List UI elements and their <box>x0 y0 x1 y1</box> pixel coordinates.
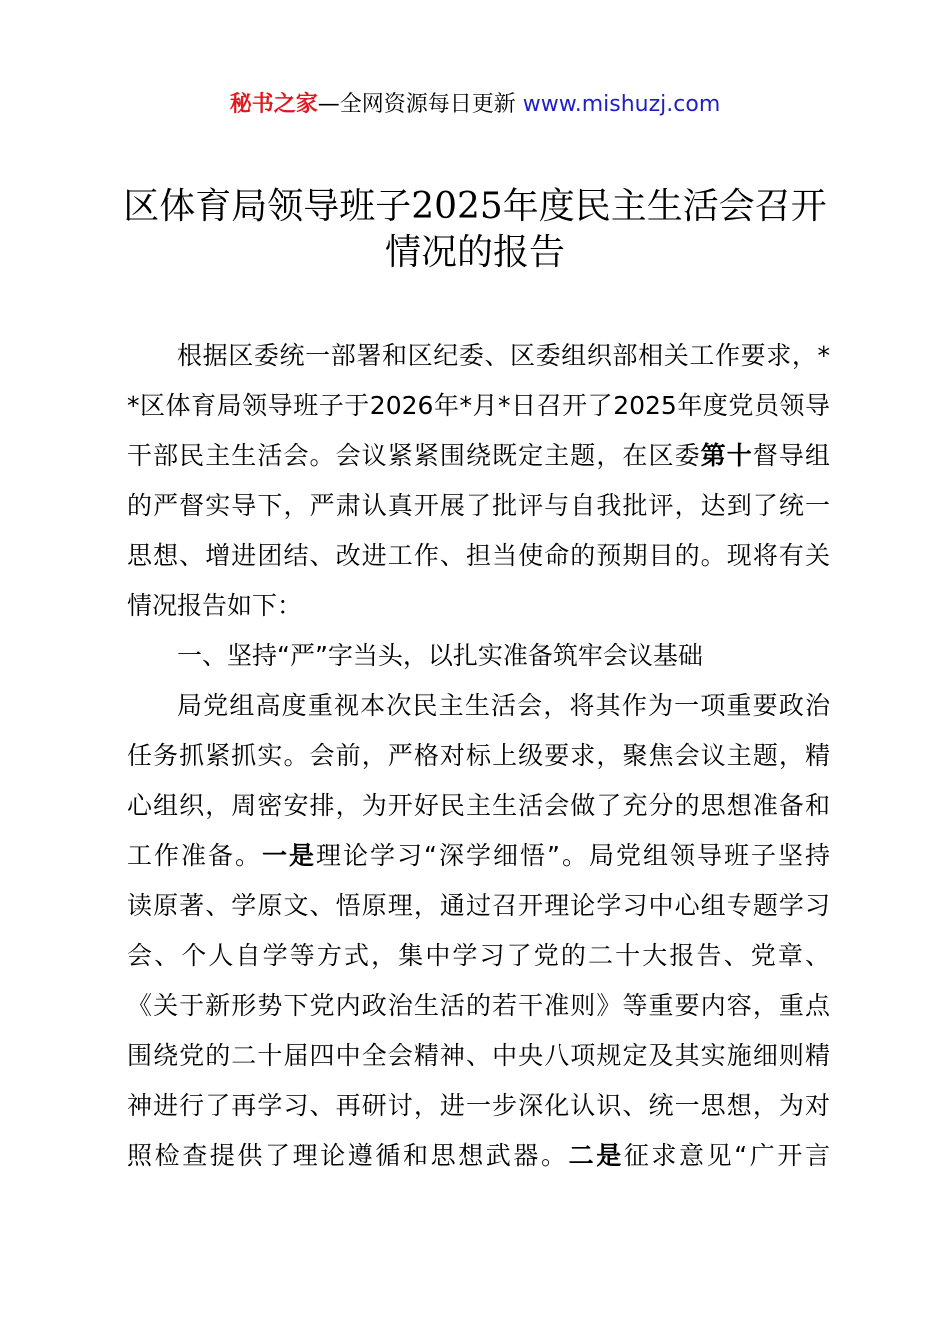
text-run: 干部民主生活会。会议紧紧围绕既定主题，在区委 <box>127 441 701 470</box>
text-run: 督导组 <box>752 441 830 470</box>
paragraph-line: *区体育局领导班子于2026年*月*日召开了2025年度党员领导 <box>127 391 830 420</box>
paragraph-line: 《关于新形势下党内政治生活的若干准则》等重要内容，重点 <box>127 991 830 1020</box>
text-run: 征求意见“广开言 <box>623 1141 830 1170</box>
paragraph-line: 读原著、学原文、悟原理，通过召开理论学习中心组专题学习 <box>127 891 830 920</box>
paragraph-line: 任务抓紧抓实。会前，严格对标上级要求，聚焦会议主题，精 <box>127 741 830 770</box>
paragraph-line <box>127 438 830 474</box>
site-url-link[interactable]: www.mishuzj.com <box>522 92 721 117</box>
paragraph-line: 心组织，周密安排，为开好民主生活会做了充分的思想准备和 <box>127 791 830 820</box>
paragraph-line: 根据区委统一部署和区纪委、区委组织部相关工作要求，* <box>177 341 830 370</box>
title-line-2: 情况的报告 <box>384 232 565 273</box>
site-header <box>0 88 950 122</box>
paragraph-line: 的严督实导下，严肃认真开展了批评与自我批评，达到了统一 <box>127 491 830 520</box>
header-tagline: —全网资源每日更新 <box>317 92 516 117</box>
document-title <box>0 184 950 276</box>
text-run: 理论学习“深学细悟”。局党组领导班子坚持 <box>316 841 830 870</box>
title-line-1: 区体育局领导班子2025年度民主生活会召开 <box>123 186 827 227</box>
section-heading: 一、坚持“严”字当头，以扎实准备筑牢会议基础 <box>177 641 703 670</box>
paragraph-line: 情况报告如下： <box>127 591 303 620</box>
paragraph-line: 围绕党的二十届四中全会精神、中央八项规定及其实施细则精 <box>127 1041 830 1070</box>
text-run: 照检查提供了理论遵循和思想武器。 <box>127 1141 569 1170</box>
text-run: 工作准备。 <box>127 841 263 870</box>
paragraph-line: 会、个人自学等方式，集中学习了党的二十大报告、党章、 <box>127 941 830 970</box>
bold-text-run: 二是 <box>568 1141 624 1170</box>
paragraph-line <box>127 838 830 874</box>
paragraph-line: 局党组高度重视本次民主生活会，将其作为一项重要政治 <box>177 691 830 720</box>
paragraph-line: 思想、增进团结、改进工作、担当使命的预期目的。现将有关 <box>127 541 830 570</box>
paragraph-line <box>127 1138 830 1174</box>
bold-text-run: 一是 <box>262 841 317 870</box>
paragraph-line: 神进行了再学习、再研讨，进一步深化认识、统一思想，为对 <box>127 1091 830 1120</box>
brand-name: 秘书之家 <box>229 92 318 117</box>
bold-text-run: 第十 <box>700 441 753 470</box>
